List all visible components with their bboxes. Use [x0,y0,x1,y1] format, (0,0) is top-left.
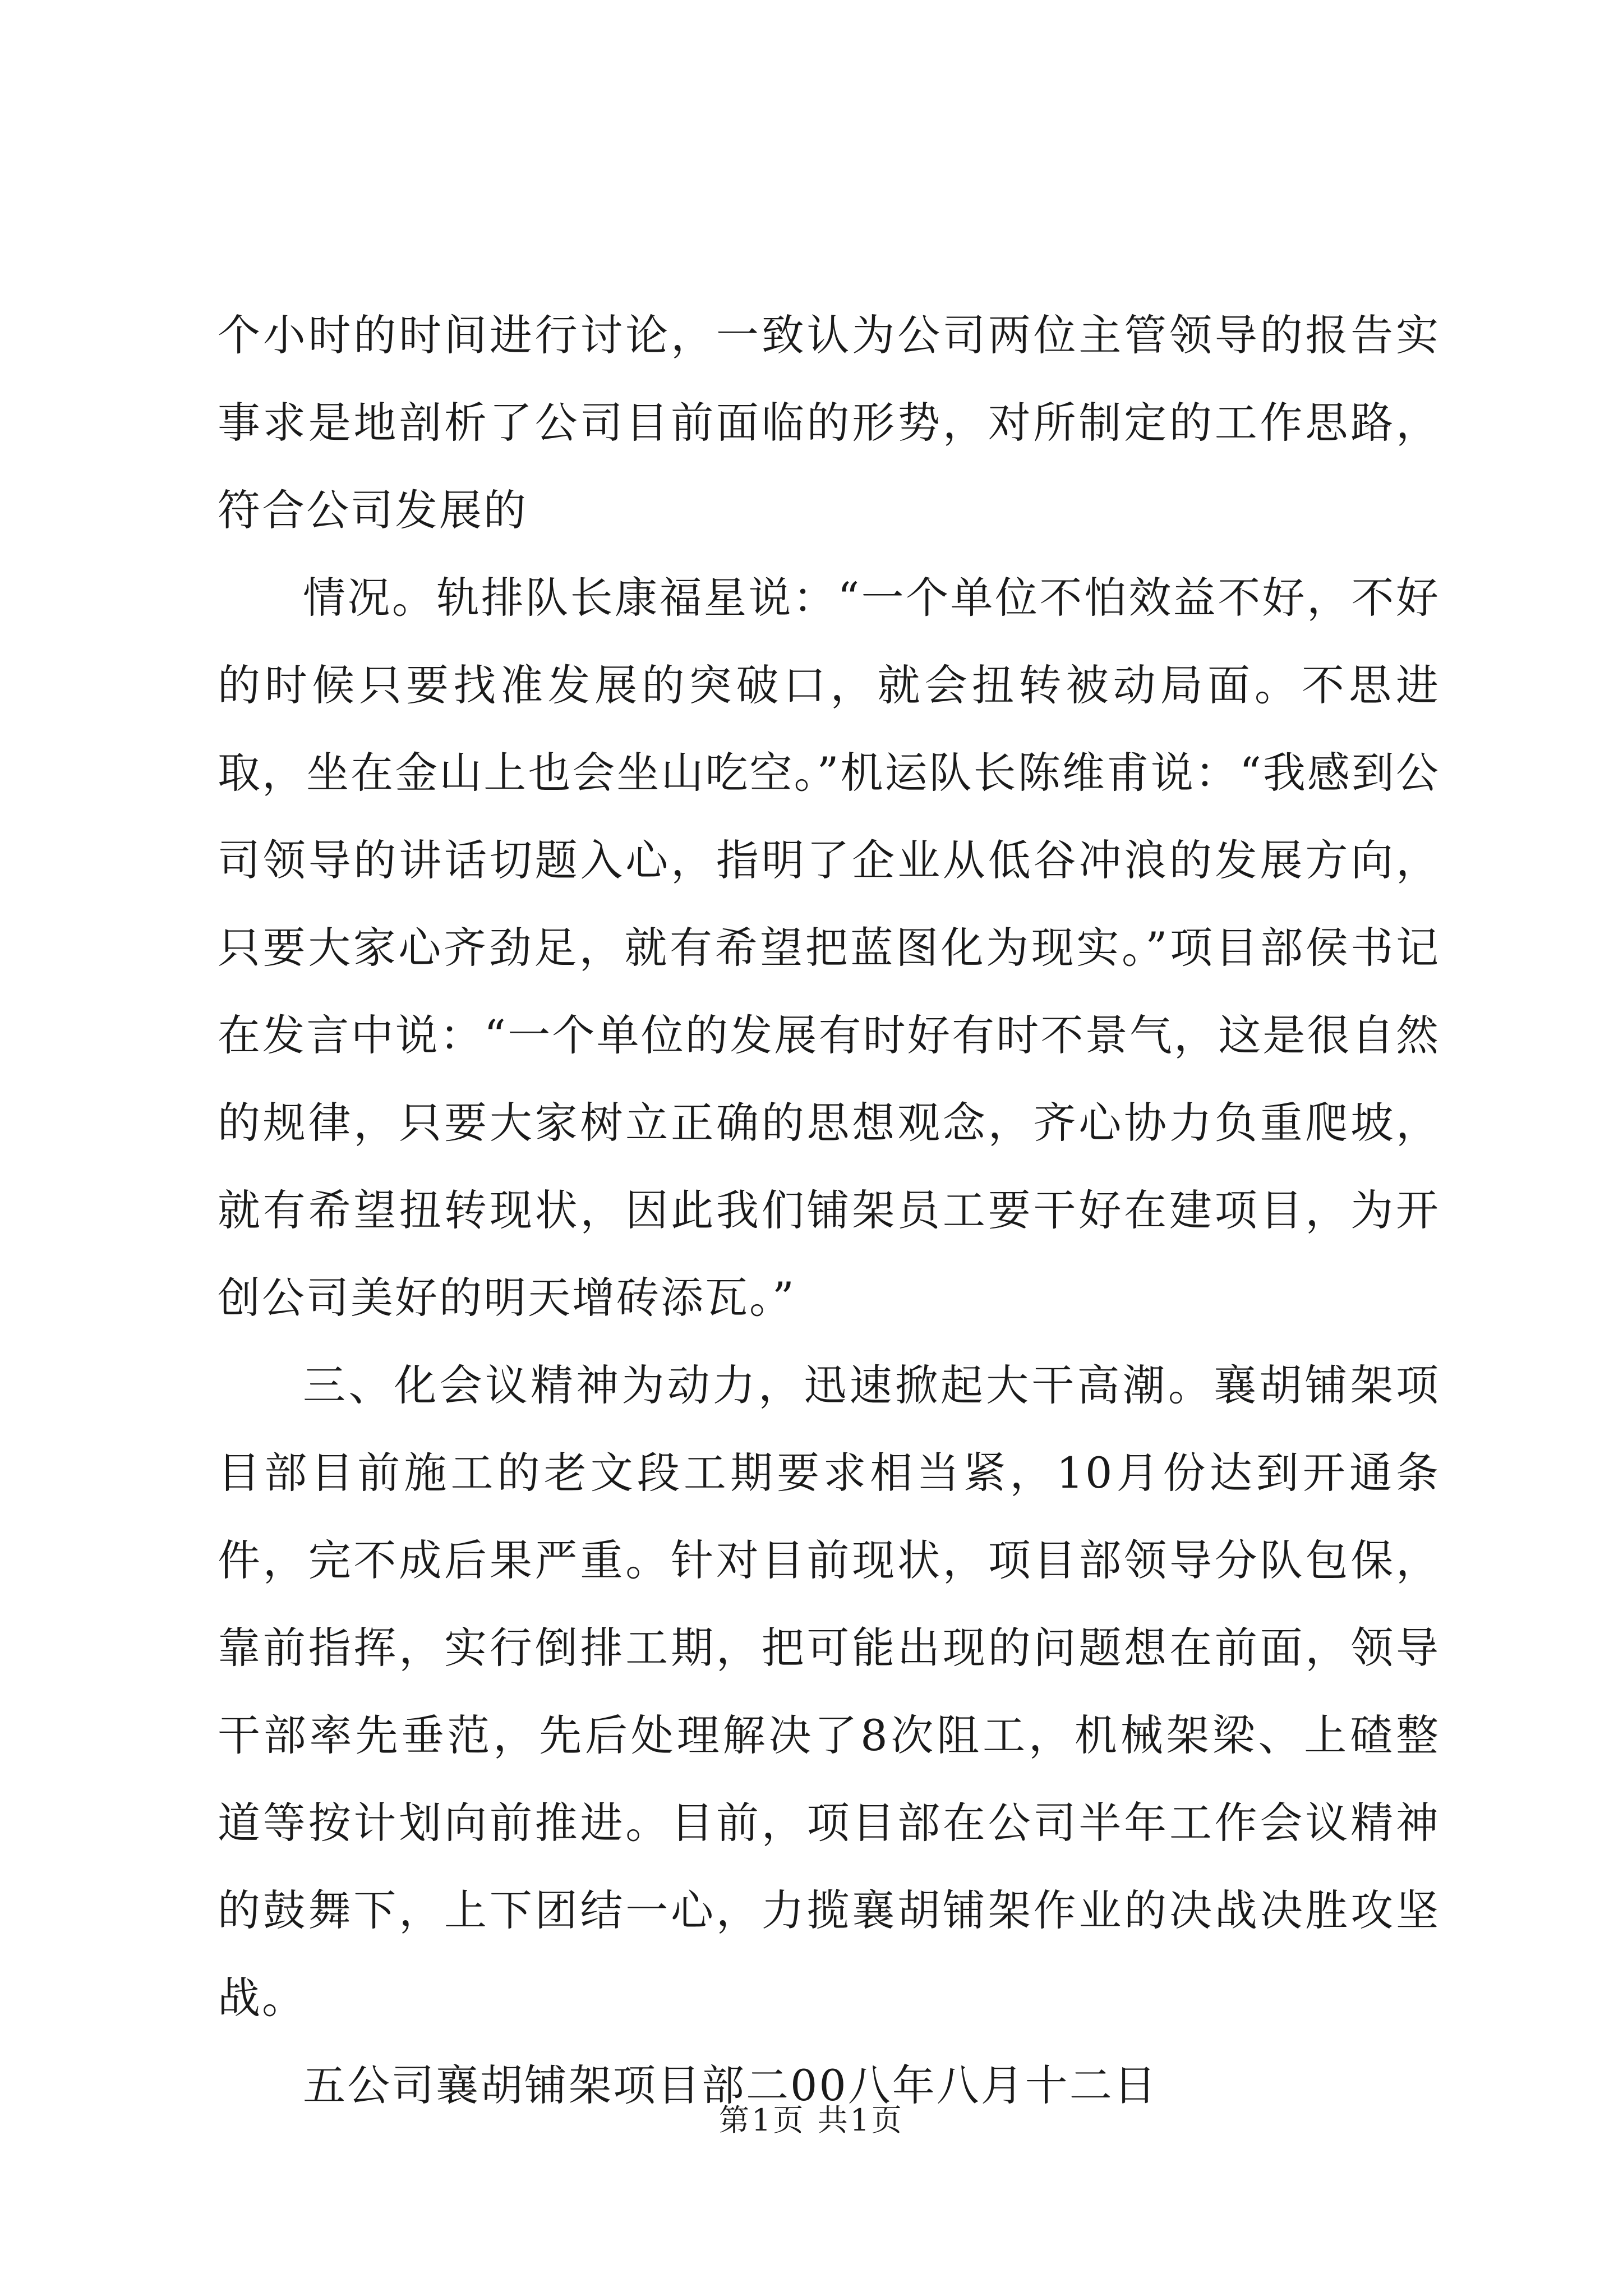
paragraph-quotes: 情况。轨排队长康福星说：“一个单位不怕效益不好，不好的时候只要找准发展的突破口，就会扭转被动局面。不思进取，坐在金山上也会坐山吃空。”机运队长陈维甫说：“我感到公司领导的讲话切题入心，指明了企业从低谷冲浪的发展方向，只要大家心齐劲足，就有希望把蓝图化为现实。”项目部侯书记在发言中说：“一个单位的发展有时好有时不景气，这是很自然的规律，只要大家树立正确的思想观念，齐心协力负重爬坡，就有希望扭转现状，因此我们铺架员工要干好在建项目，为开创公司美好的明天增砖添瓦。” [218,573,1440,1323]
page-footer: 第1页 共1页 [719,2102,904,2138]
paragraph-section-three: 三、化会议精神为动力，迅速掀起大干高潮。襄胡铺架项目部目前施工的老文段工期要求相当紧，10月份达到开通条件，完不成后果严重。针对目前现状，项目部领导分队包保，靠前指挥，实行倒排工期，把可能出现的问题想在前面，领导干部率先垂范，先后处理解决了8次阻工，机械架梁、上碴整道等按计划向前推进。目前，项目部在公司半年工作会议精神的鼓舞下，上下团结一心，力揽襄胡铺架作业的决战决胜攻坚战。 [218,1360,1440,2023]
signature-line: 五公司襄胡铺架项目部二00八年八月十二日 [303,2060,1158,2110]
paragraph-continuation: 个小时的时间进行讨论，一致认为公司两位主管领导的报告实事求是地剖析了公司目前面临的形势，对所制定的工作思路，符合公司发展的 [218,310,1440,535]
document-body [218,292,1440,2129]
